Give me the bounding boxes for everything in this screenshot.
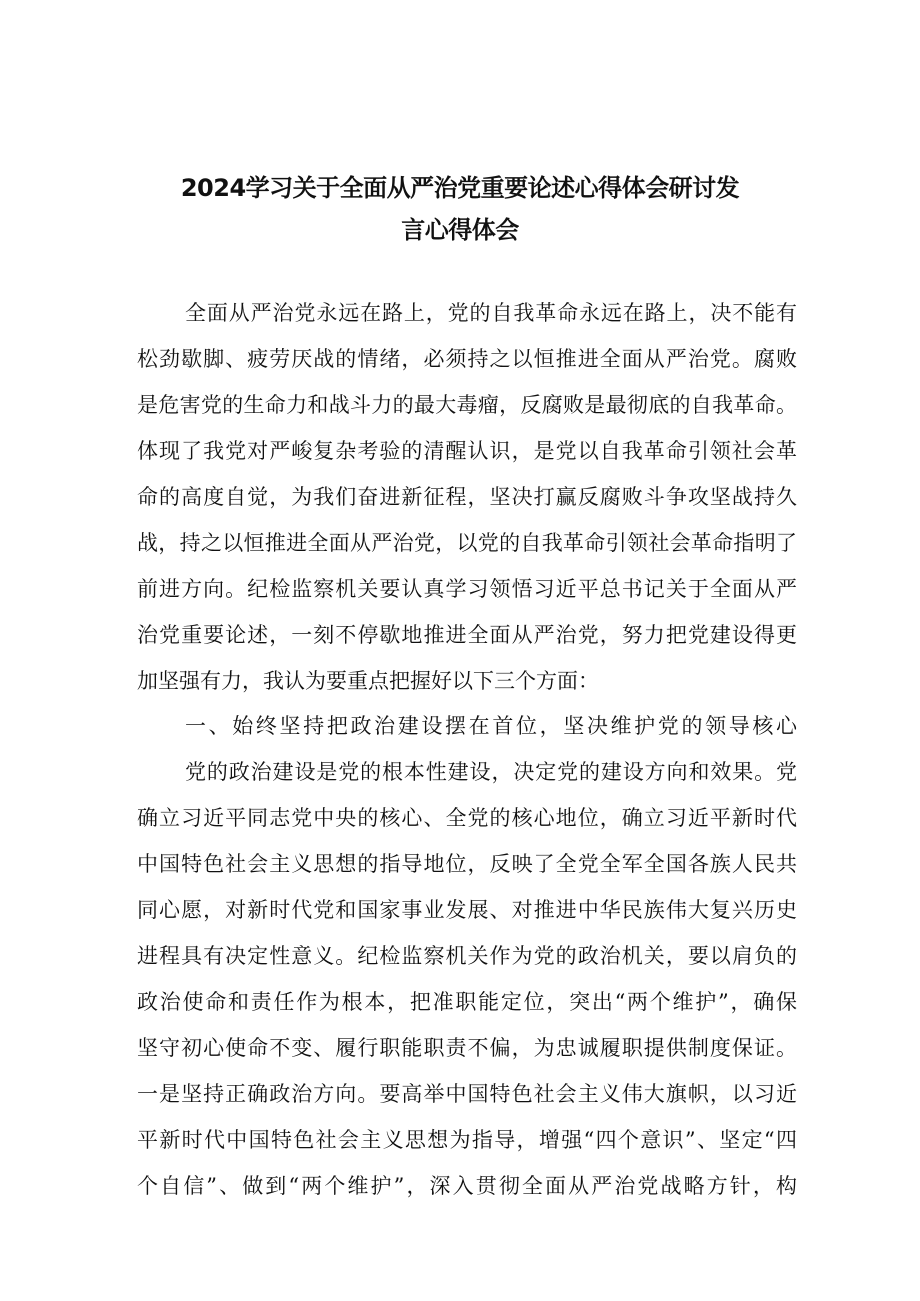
paragraph-1-line-3: 是危害党的生命力和战斗力的最大毒瘤，反腐败是最彻底的自我革命。 — [137, 393, 797, 417]
paragraph-1-line-9: 加坚强有力，我认为要重点把握好以下三个方面： — [137, 669, 599, 693]
paragraph-1-line-4: 体现了我党对严峻复杂考验的清醒认识，是党以自我革命引领社会革 — [137, 439, 797, 463]
paragraph-2-line-7: 坚守初心使命不变、履行职能职责不偏，为忠诚履职提供制度保证。 — [137, 1036, 797, 1060]
paragraph-2-line-5: 进程具有决定性意义。纪检监察机关作为党的政治机关，要以肩负的 — [137, 944, 797, 968]
paragraph-2-line-1: 党的政治建设是党的根本性建设，决定党的建设方向和效果。党 — [185, 760, 797, 784]
paragraph-1-line-7: 前进方向。纪检监察机关要认真学习领悟习近平总书记关于全面从严 — [137, 577, 797, 601]
document-title-line-1: 2024学习关于全面从严治党重要论述心得体会研讨发 — [180, 174, 740, 202]
paragraph-1-line-5: 命的高度自觉，为我们奋进新征程，坚决打赢反腐败斗争攻坚战持久 — [137, 485, 797, 509]
document-title-line-2: 言心得体会 — [401, 216, 519, 244]
paragraph-1-line-2: 松劲歇脚、疲劳厌战的情绪，必须持之以恒推进全面从严治党。腐败 — [137, 347, 797, 371]
paragraph-1-line-8: 治党重要论述，一刻不停歇地推进全面从严治党，努力把党建设得更 — [137, 623, 797, 647]
paragraph-2-line-2: 确立习近平同志党中央的核心、全党的核心地位，确立习近平新时代 — [137, 806, 797, 830]
section-heading-1: 一、始终坚持把政治建设摆在首位，坚决维护党的领导核心 — [185, 714, 797, 738]
paragraph-2-line-8: 一是坚持正确政治方向。要高举中国特色社会主义伟大旗帜，以习近 — [137, 1082, 797, 1106]
paragraph-2-line-4: 同心愿，对新时代党和国家事业发展、对推进中华民族伟大复兴历史 — [137, 898, 797, 922]
paragraph-1-line-1: 全面从严治党永远在路上，党的自我革命永远在路上，决不能有 — [185, 301, 797, 325]
paragraph-2-line-9: 平新时代中国特色社会主义思想为指导，增强“四个意识”、坚定“四 — [137, 1128, 797, 1152]
paragraph-2-line-3: 中国特色社会主义思想的指导地位，反映了全党全军全国各族人民共 — [137, 852, 797, 876]
paragraph-2-line-6: 政治使命和责任作为根本，把准职能定位，突出“两个维护”，确保 — [137, 990, 797, 1014]
paragraph-1-line-6: 战，持之以恒推进全面从严治党，以党的自我革命引领社会革命指明了 — [137, 531, 797, 555]
paragraph-2-line-10: 个自信”、做到“两个维护”，深入贯彻全面从严治党战略方针，构 — [137, 1174, 797, 1198]
